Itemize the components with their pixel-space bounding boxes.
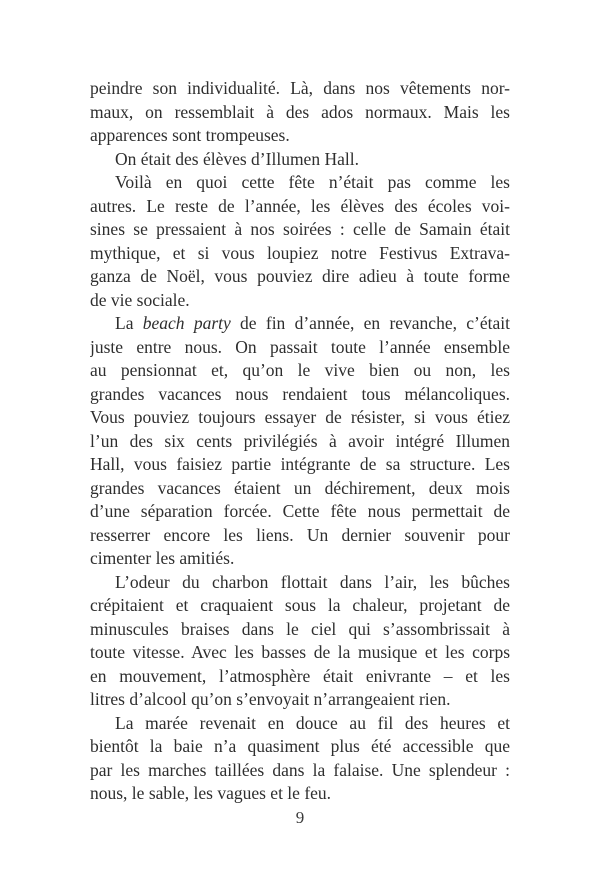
text-segment: L’odeur du charbon flottait dans l’air, les bûches	[115, 571, 510, 592]
text-segment: peindre son individualité. Là, dans nos vêtements nor-	[90, 78, 510, 98]
text-segment: Hall, vous faisiez partie intégrante de sa structure. Les	[90, 454, 510, 474]
text-line	[90, 242, 510, 266]
text-segment: apparences sont trompeuses.	[90, 125, 290, 145]
text-line	[90, 359, 510, 383]
text-segment: Vous pouviez toujours essayer de résister, si vous étiez	[90, 407, 510, 427]
page-text	[90, 77, 510, 806]
text-line	[90, 406, 510, 430]
text-line	[90, 101, 510, 125]
text-line	[90, 218, 510, 242]
text-segment: La marée revenait en douce au fil des heures et	[115, 712, 510, 733]
text-line	[90, 477, 510, 501]
text-line	[90, 735, 510, 759]
text-line	[90, 500, 510, 524]
text-line	[90, 688, 510, 712]
text-segment: Voilà en quoi cette fête n’était pas comme les	[115, 172, 510, 192]
text-line	[90, 195, 510, 219]
text-line	[90, 312, 510, 336]
text-segment: en mouvement, l’atmosphère était enivrante – et les	[90, 665, 510, 686]
text-segment: grandes vacances étaient un déchirement, deux mois	[90, 477, 510, 498]
text-segment: par les marches taillées dans la falaise. Une splendeur :	[90, 759, 510, 780]
text-line	[90, 453, 510, 477]
paragraph	[90, 148, 510, 172]
text-segment: litres d’alcool qu’on s’envoyait n’arrangeaient rien.	[90, 689, 451, 709]
text-segment: ganza de Noël, vous pouviez dire adieu à toute forme	[90, 266, 510, 286]
text-segment: On était des élèves d’Illumen Hall.	[115, 148, 359, 169]
paragraph	[90, 312, 510, 571]
text-line	[90, 782, 510, 806]
text-line	[90, 759, 510, 783]
text-line	[90, 265, 510, 289]
text-line	[90, 336, 510, 360]
text-line	[90, 547, 510, 571]
text-line	[90, 77, 510, 101]
text-line	[90, 524, 510, 548]
text-line	[90, 430, 510, 454]
text-segment: bientôt la baie n’a quasiment plus été accessible que	[90, 736, 510, 756]
text-segment: autres. Le reste de l’année, les élèves des écoles voi-	[90, 195, 510, 216]
text-line	[90, 594, 510, 618]
text-segment: toute vitesse. Avec les basses de la musique et les corps	[90, 642, 510, 662]
paragraph	[90, 171, 510, 312]
paragraph	[90, 77, 510, 148]
text-line	[90, 148, 510, 172]
text-segment: de fin d’année, en revanche, c’était	[230, 313, 510, 333]
text-segment: mythique, et si vous loupiez notre Festivus Extrava-	[90, 242, 510, 263]
text-segment: au pensionnat et, qu’on le vive bien ou non, les	[90, 360, 510, 380]
italic-text: beach party	[142, 313, 231, 333]
text-line	[90, 171, 510, 195]
text-line	[90, 571, 510, 595]
text-segment: minuscules braises dans le ciel qui s’assombrissait à	[90, 618, 510, 639]
text-segment: de vie sociale.	[90, 289, 190, 310]
text-segment: resserrer encore les liens. Un dernier souvenir pour	[90, 524, 510, 545]
text-segment: cimenter les amitiés.	[90, 548, 235, 568]
text-segment: nous, le sable, les vagues et le feu.	[90, 783, 332, 803]
text-line	[90, 641, 510, 665]
text-segment: grandes vacances nous rendaient tous mélancoliques.	[90, 383, 510, 404]
text-line	[90, 383, 510, 407]
text-line	[90, 289, 510, 313]
text-line	[90, 618, 510, 642]
page-number: 9	[295, 808, 305, 827]
text-segment: sines se pressaient à nos soirées : celle de Samain était	[90, 219, 510, 239]
text-segment: maux, on ressemblait à des ados normaux. Mais les	[90, 101, 510, 122]
text-segment: d’une séparation forcée. Cette fête nous permettait de	[90, 501, 510, 521]
paragraph	[90, 712, 510, 806]
text-line	[90, 124, 510, 148]
text-line	[90, 712, 510, 736]
text-segment: l’un des six cents privilégiés à avoir intégré Illumen	[90, 430, 510, 451]
text-segment: La	[115, 313, 143, 333]
text-segment: crépitaient et craquaient sous la chaleur, projetant de	[90, 595, 510, 615]
text-segment: juste entre nous. On passait toute l’année ensemble	[90, 336, 510, 357]
text-line	[90, 665, 510, 689]
paragraph	[90, 571, 510, 712]
